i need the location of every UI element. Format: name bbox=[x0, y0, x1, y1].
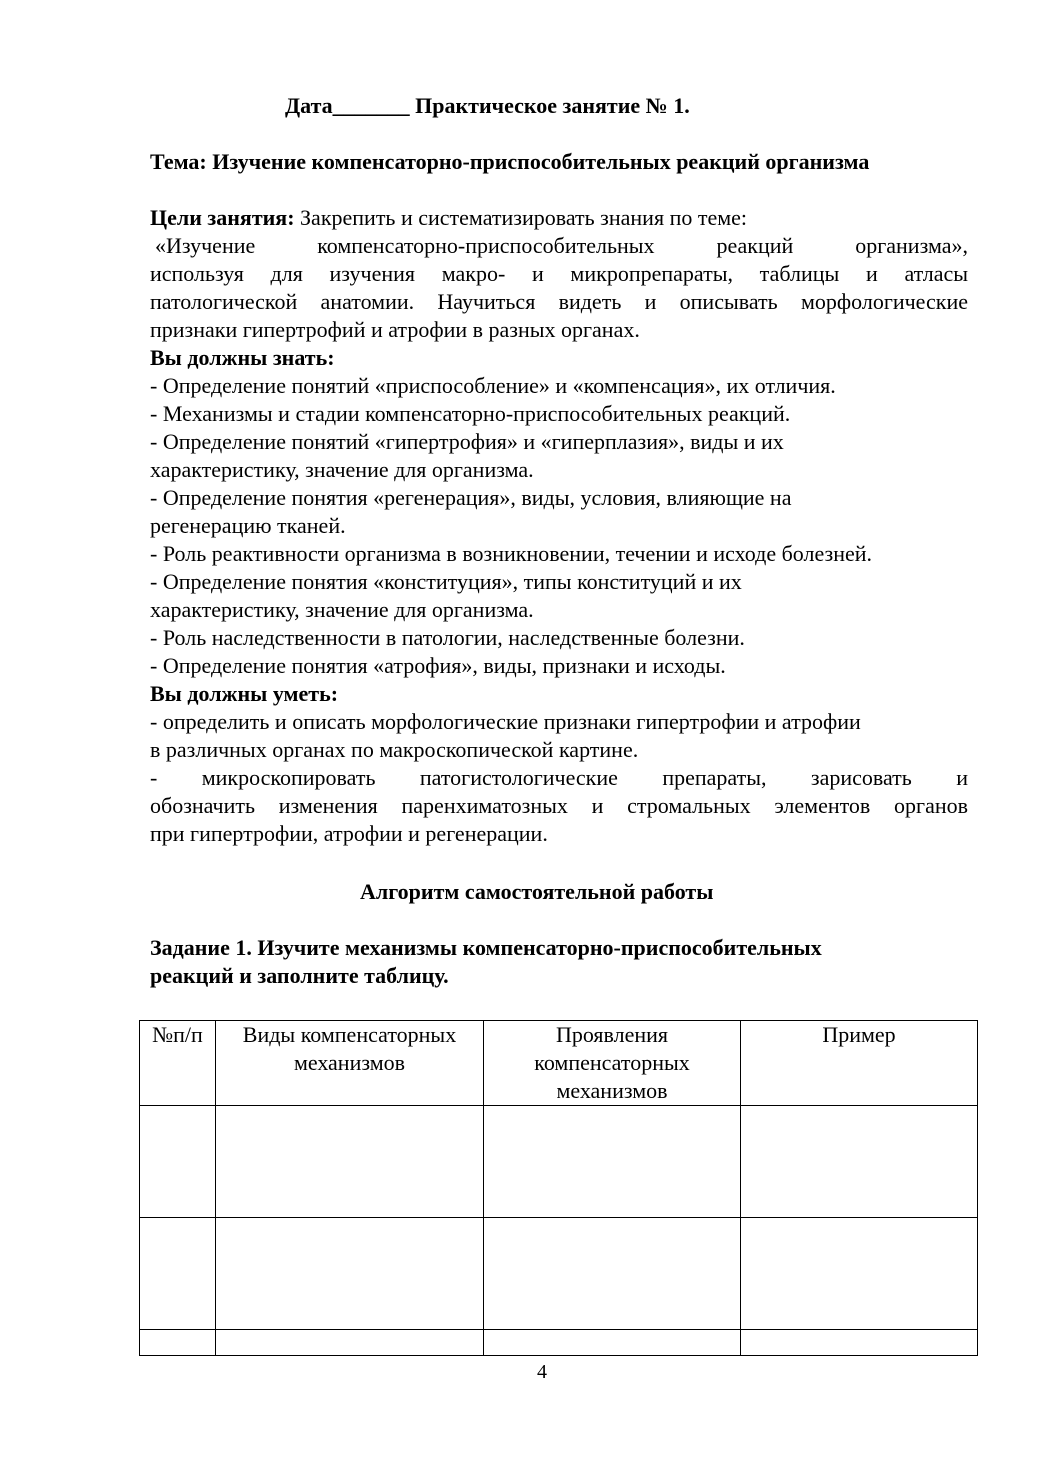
skills-item: в различных органах по макроскопической картине. bbox=[150, 737, 639, 762]
page-heading bbox=[285, 92, 690, 120]
goals-line: используя для изучения макро- и микропрепараты, таблицы и атласы bbox=[150, 261, 968, 286]
table-cell[interactable] bbox=[216, 1218, 484, 1330]
column-header: Проявления компенсаторных механизмов bbox=[484, 1021, 741, 1106]
know-item: - Определение понятий «приспособление» и «компенсация», их отличия. bbox=[150, 373, 836, 398]
know-item: - Механизмы и стадии компенсаторно-приспособительных реакций. bbox=[150, 401, 791, 426]
table-cell[interactable] bbox=[741, 1218, 978, 1330]
lesson-title: Практическое занятие № 1. bbox=[415, 93, 690, 118]
column-header: Пример bbox=[741, 1021, 978, 1106]
know-item: характеристику, значение для организма. bbox=[150, 597, 534, 622]
topic-heading: Тема: Изучение компенсаторно-приспособительных реакций организма bbox=[150, 149, 870, 174]
table-cell[interactable] bbox=[140, 1218, 216, 1330]
know-item: - Роль реактивности организма в возникновении, течении и исходе болезней. bbox=[150, 541, 873, 566]
compensatory-table bbox=[139, 1020, 978, 1356]
table-cell[interactable] bbox=[741, 1330, 978, 1356]
know-heading: Вы должны знать: bbox=[150, 345, 335, 370]
table-row bbox=[140, 1330, 978, 1356]
goals-label: Цели занятия: bbox=[150, 205, 295, 230]
goals-line: «Изучение компенсаторно-приспособительных реакций организма», bbox=[155, 233, 968, 258]
skills-heading: Вы должны уметь: bbox=[150, 681, 339, 706]
skills-item: обозначить изменения паренхиматозных и стромальных элементов органов bbox=[150, 793, 968, 818]
column-header: №п/п bbox=[140, 1021, 216, 1106]
goals-text: Закрепить и систематизировать знания по теме: bbox=[294, 205, 748, 230]
know-item: регенерацию тканей. bbox=[150, 513, 346, 538]
goals-line: признаки гипертрофий и атрофии в разных органах. bbox=[150, 317, 640, 342]
table-cell[interactable] bbox=[484, 1218, 741, 1330]
task-line: реакций и заполните таблицу. bbox=[150, 963, 449, 988]
know-item: характеристику, значение для организма. bbox=[150, 457, 534, 482]
table-cell[interactable] bbox=[140, 1330, 216, 1356]
table-row bbox=[140, 1106, 978, 1218]
algorithm-title: Алгоритм самостоятельной работы bbox=[360, 879, 714, 904]
table-cell[interactable] bbox=[741, 1106, 978, 1218]
table-cell[interactable] bbox=[484, 1106, 741, 1218]
know-item: - Определение понятия «регенерация», виды, условия, влияющие на bbox=[150, 485, 792, 510]
table-cell[interactable] bbox=[140, 1106, 216, 1218]
know-item: - Определение понятий «гипертрофия» и «гиперплазия», виды и их bbox=[150, 429, 784, 454]
goals-first-line bbox=[150, 204, 747, 232]
page-number: 4 bbox=[537, 1361, 547, 1383]
table-cell[interactable] bbox=[484, 1330, 741, 1356]
column-header: Виды компенсаторных механизмов bbox=[216, 1021, 484, 1106]
skills-item: при гипертрофии, атрофии и регенерации. bbox=[150, 821, 548, 846]
table-row bbox=[140, 1218, 978, 1330]
table-header-row bbox=[140, 1021, 978, 1106]
know-item: - Определение понятия «конституция», типы конституций и их bbox=[150, 569, 742, 594]
skills-item: - микроскопировать патогистологические препараты, зарисовать и bbox=[150, 765, 968, 790]
table-cell[interactable] bbox=[216, 1106, 484, 1218]
task-line: Задание 1. Изучите механизмы компенсаторно-приспособительных bbox=[150, 935, 822, 960]
know-item: - Роль наследственности в патологии, наследственные болезни. bbox=[150, 625, 745, 650]
know-item: - Определение понятия «атрофия», виды, признаки и исходы. bbox=[150, 653, 726, 678]
table-cell[interactable] bbox=[216, 1330, 484, 1356]
date-field-label: Дата_______ bbox=[285, 93, 410, 118]
goals-line: патологической анатомии. Научиться видеть и описывать морфологические bbox=[150, 289, 968, 314]
skills-item: - определить и описать морфологические признаки гипертрофии и атрофии bbox=[150, 709, 861, 734]
